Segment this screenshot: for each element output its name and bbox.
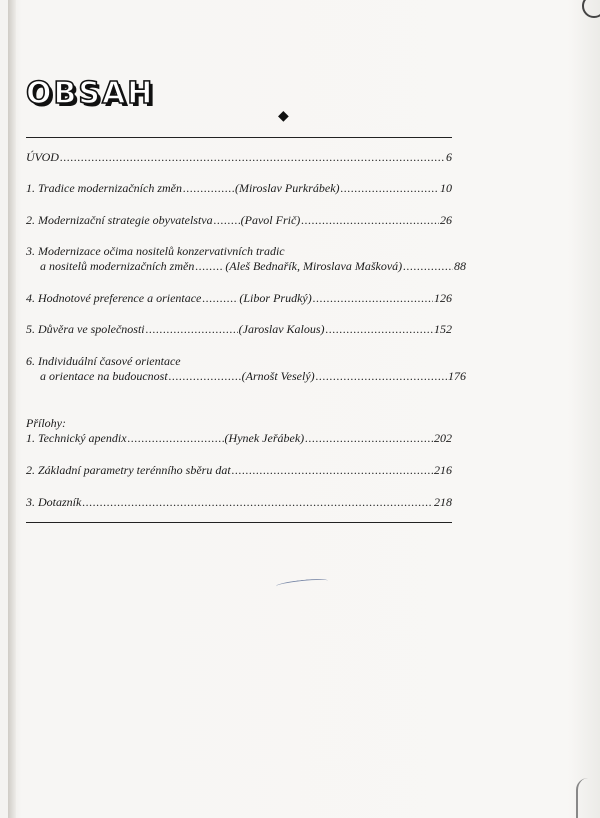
toc-entry-5[interactable] bbox=[26, 322, 452, 337]
appendix-entry-1[interactable] bbox=[26, 431, 452, 446]
toc-entry-title: ÚVOD bbox=[26, 150, 59, 164]
toc-entry-title-cont: a orientace na budoucnost bbox=[40, 369, 168, 383]
leader-dots bbox=[195, 259, 224, 274]
toc-page-number: 126 bbox=[434, 291, 452, 305]
toc-entry-title: 3. Modernizace očima nositelů konzervativních tradic bbox=[26, 244, 285, 258]
toc-page-number: 202 bbox=[434, 431, 452, 445]
leader-dots bbox=[403, 259, 453, 274]
toc-entry-author: (Aleš Bednařík, Miroslava Mašková) bbox=[225, 259, 403, 273]
leader-dots bbox=[128, 431, 224, 446]
appendix-entry-2[interactable] bbox=[26, 463, 452, 478]
toc-entry-title: 5. Důvěra ve společnosti bbox=[26, 322, 145, 336]
toc-page-number: 218 bbox=[434, 495, 452, 509]
page-title: OBSAH bbox=[26, 76, 155, 111]
pen-stroke-mark bbox=[276, 577, 328, 589]
leader-dots bbox=[60, 150, 445, 165]
toc-page-number: 216 bbox=[434, 463, 452, 477]
page-gutter-shadow bbox=[8, 0, 16, 818]
toc-entry-author: (Pavol Frič) bbox=[240, 213, 301, 227]
leader-dots bbox=[146, 322, 238, 337]
ink-mark-icon: ◆ bbox=[278, 109, 289, 124]
toc-entry-4[interactable] bbox=[26, 291, 452, 306]
toc-entry-author: (Jaroslav Kalous) bbox=[238, 322, 325, 336]
leader-dots bbox=[232, 463, 433, 478]
top-rule bbox=[26, 137, 452, 138]
leader-dots bbox=[301, 213, 439, 228]
toc-page-number: 26 bbox=[440, 213, 452, 227]
leader-dots bbox=[316, 369, 447, 384]
toc-page-number: 176 bbox=[448, 369, 466, 383]
toc-entry-title: 3. Dotazník bbox=[26, 495, 82, 509]
page-corner-mark bbox=[582, 0, 600, 18]
leader-dots bbox=[169, 369, 241, 384]
toc-entry-3[interactable] bbox=[26, 244, 466, 274]
leader-dots bbox=[326, 322, 433, 337]
toc-page-number: 6 bbox=[446, 150, 452, 164]
toc-entry-1[interactable] bbox=[26, 181, 452, 196]
toc-entry-author: (Libor Prudký) bbox=[239, 291, 312, 305]
toc-entry-author: (Miroslav Purkrábek) bbox=[234, 181, 340, 195]
leader-dots bbox=[305, 431, 433, 446]
toc-entry-author: (Hynek Jeřábek) bbox=[224, 431, 305, 445]
toc-page-number: 10 bbox=[440, 181, 452, 195]
toc-entry-title: 4. Hodnotové preference a orientace bbox=[26, 291, 202, 305]
toc-entry-author: (Arnošt Veselý) bbox=[241, 369, 315, 383]
leader-dots bbox=[202, 291, 238, 306]
toc-entry-2[interactable] bbox=[26, 213, 452, 228]
toc-entry-6[interactable] bbox=[26, 354, 466, 384]
toc-page-number: 152 bbox=[434, 322, 452, 336]
toc-entry-title: 2. Modernizační strategie obyvatelstva bbox=[26, 213, 213, 227]
appendix-entry-3[interactable] bbox=[26, 495, 452, 510]
toc-entry-title: 2. Základní parametry terénního sběru dat bbox=[26, 463, 231, 477]
toc-page-number: 88 bbox=[454, 259, 466, 273]
appendix-label: Přílohy: bbox=[26, 416, 66, 430]
bottom-rule bbox=[26, 522, 452, 523]
toc-entry-title: 1. Technický apendix bbox=[26, 431, 127, 445]
toc-entry-title-cont: a nositelů modernizačních změn bbox=[40, 259, 195, 273]
toc-entry-title: 1. Tradice modernizačních změn bbox=[26, 181, 182, 195]
leader-dots bbox=[341, 181, 439, 196]
leader-dots bbox=[313, 291, 433, 306]
leader-dots bbox=[82, 495, 433, 510]
appendix-heading bbox=[26, 416, 452, 431]
book-page bbox=[8, 0, 600, 818]
page-corner-curl bbox=[576, 778, 600, 818]
leader-dots bbox=[214, 213, 240, 228]
leader-dots bbox=[183, 181, 234, 196]
toc-entry-title: 6. Individuální časové orientace bbox=[26, 354, 181, 368]
toc-entry-uvod[interactable] bbox=[26, 150, 452, 165]
